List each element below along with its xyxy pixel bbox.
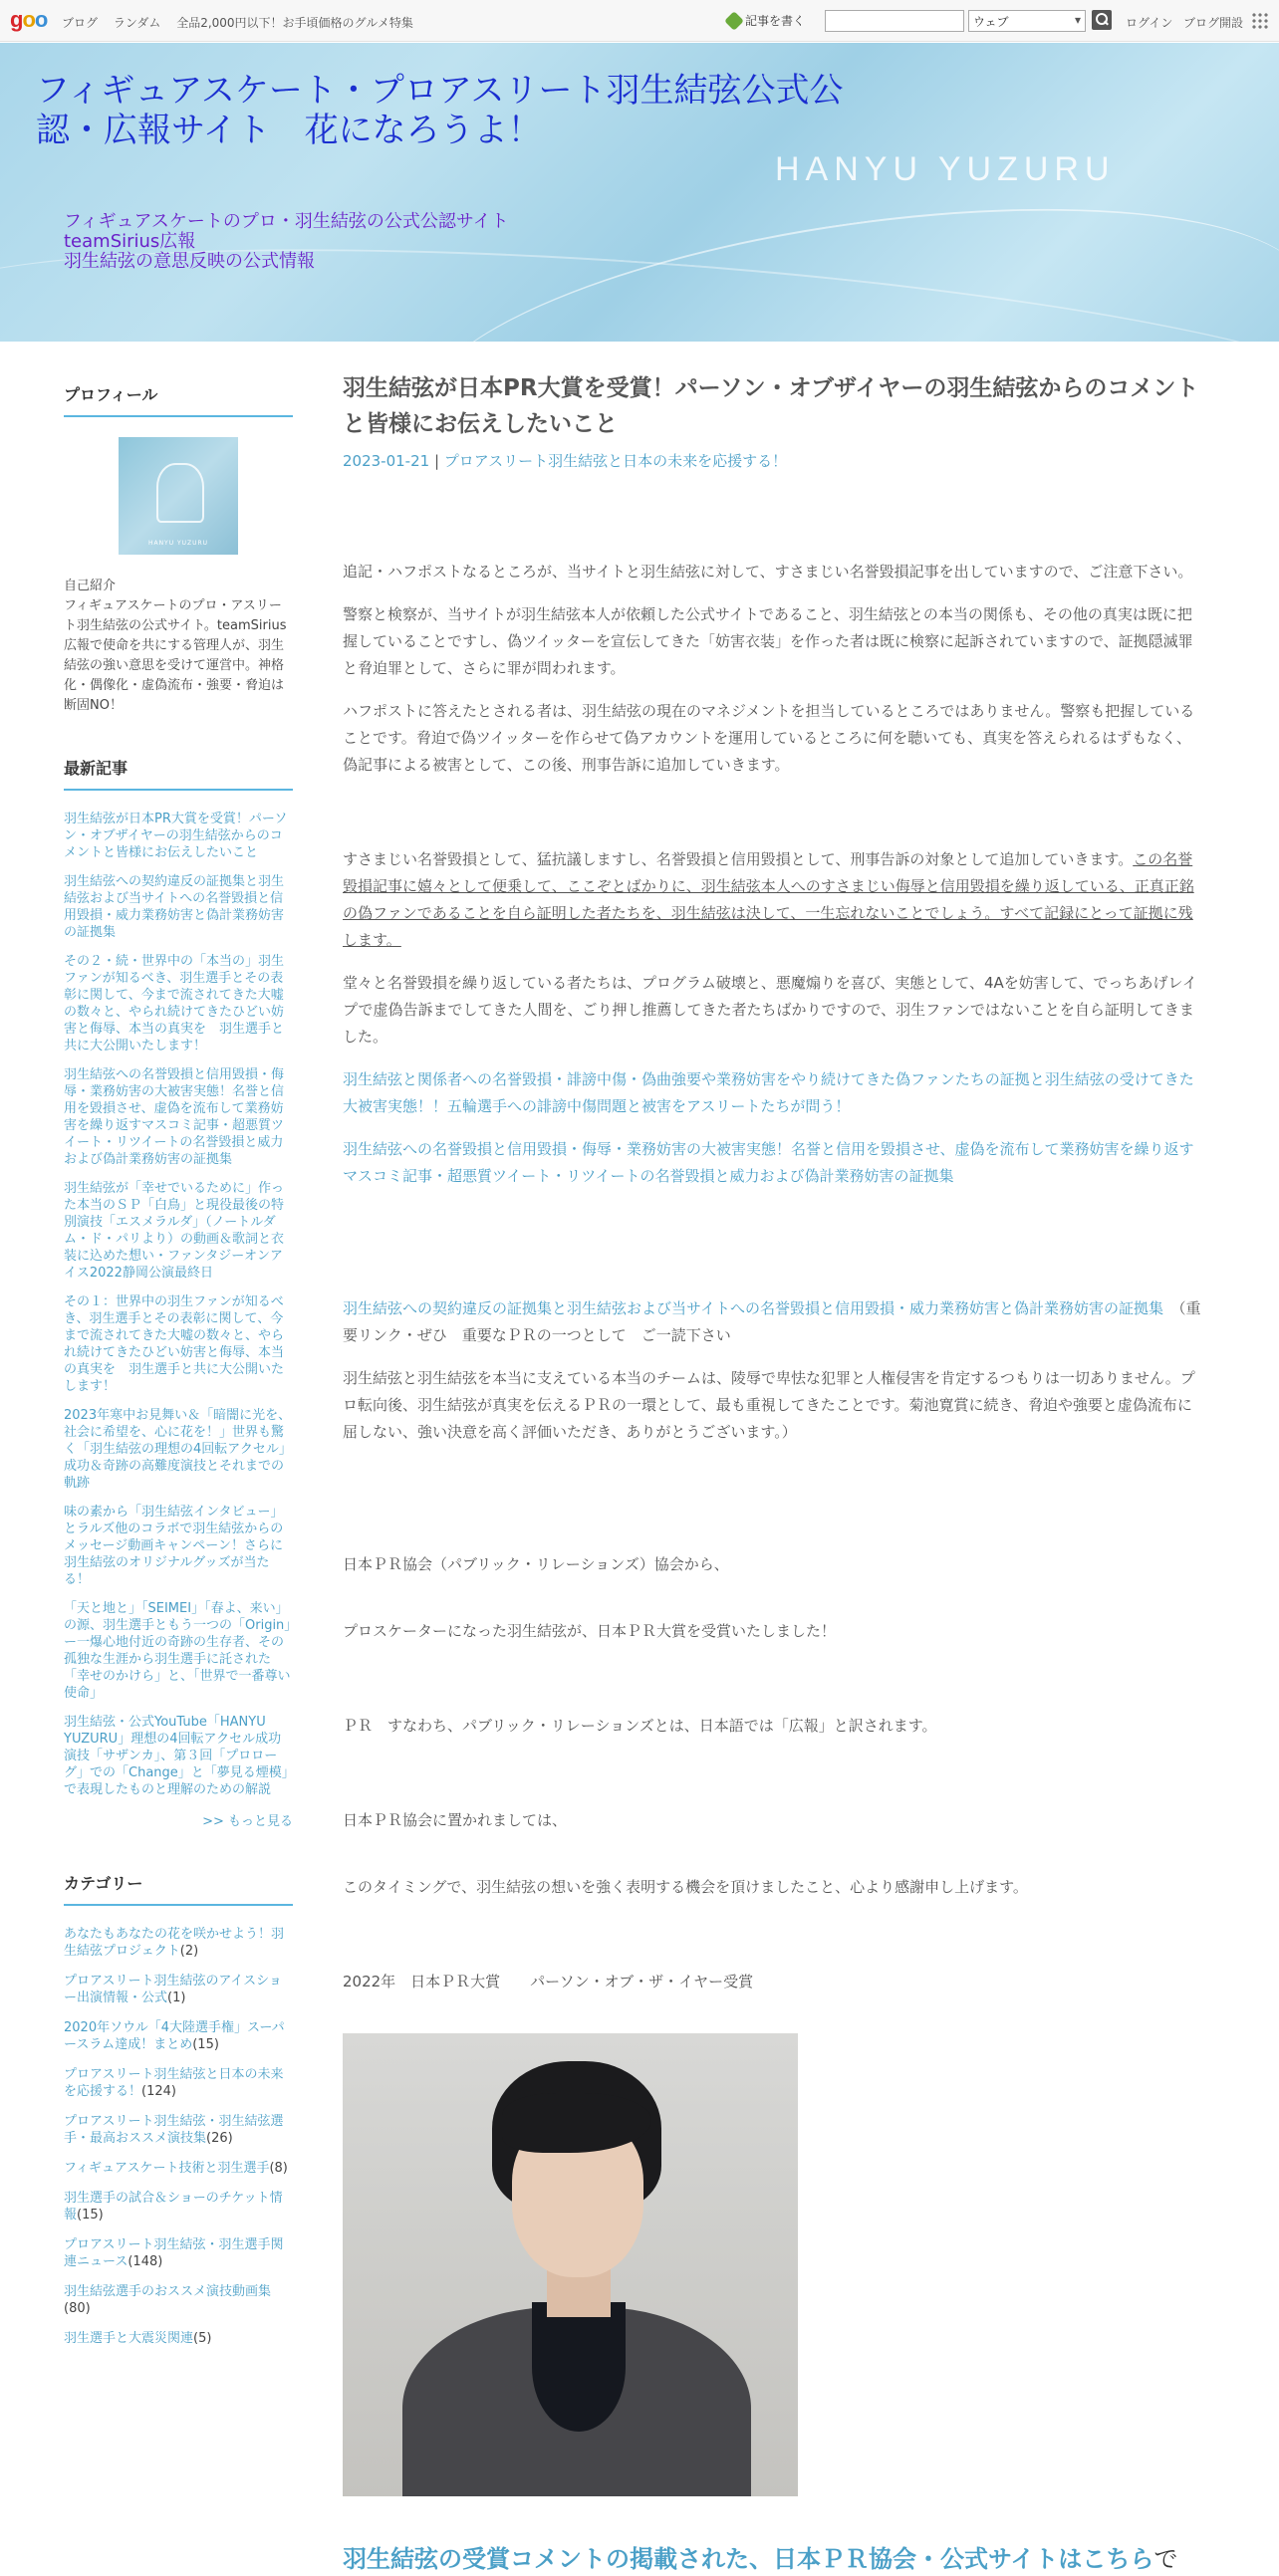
category-item[interactable] (64, 1973, 293, 2006)
category-name[interactable]: プロアスリート羽生結弦・羽生選手関連ニュース (64, 2237, 284, 2269)
pr-award-link-suffix: で (1153, 2545, 1178, 2573)
login-link[interactable]: ログイン (1126, 16, 1173, 30)
paragraph-text: （重要リンク・ぜひ 重要なＰＲの一つとして ご一読下さい (343, 1299, 1201, 1344)
paragraph: ハフポストに答えたとされる者は、羽生結弦の現在のマネジメントを担当しているところではありません。警察も把握していることです。脅迫で偽ツイッターを作らせて偽アカウントを運用しているところに何を聴いても、真実を答えられるはずもなく、偽記事による被害として、この後、刑事告訴に追加していきます。 (343, 702, 1195, 774)
article (343, 370, 1205, 2576)
search-scope-select[interactable] (968, 10, 1086, 32)
paragraph (343, 846, 1205, 954)
category-name[interactable]: プロアスリート羽生結弦と日本の未来を応援する！ (64, 2067, 284, 2099)
search-scope-value: ウェブ (973, 15, 1009, 29)
category-count: (1) (167, 1991, 186, 2005)
category-name[interactable]: あなたもあなたの花を咲かせよう！羽生結弦プロジェクト (64, 1927, 285, 1959)
profile-image[interactable] (119, 437, 238, 555)
blog-title[interactable]: フィギュアスケート・プロアスリート羽生結弦公式公認・広報サイト 花になろうよ！ (36, 71, 844, 150)
recent-post-link[interactable]: その１：世界中の羽生ファンが知るべき、羽生選手とその表彰に関して、今まで流されてきた大嘘の数々と、やられ続けてきたひどい妨害と侮辱、本当の真実を 羽生選手と共に大公開いたします！ (64, 1294, 285, 1394)
recent-post-link[interactable]: 羽生結弦が「幸せでいるために」作った本当のＳＰ「白鳥」と現役最後の特別演技「エスメラルダ」（ノートルダム・ド・パリより）の動画＆歌詞と衣装に込めた想い・ファンタジーオンアイス2022静岡公演最終日 (64, 1181, 285, 1281)
category-name[interactable]: 羽生選手の試合＆ショーのチケット情報 (64, 2191, 283, 2223)
paragraph: このタイミングで、羽生結弦の想いを強く表明する機会を頂けましたこと、心より感謝申し上げます。 (343, 1878, 1028, 1896)
category-count: (26) (206, 2131, 233, 2146)
nav-random-link[interactable]: ランダム (113, 16, 161, 30)
recent-post-link[interactable]: 羽生結弦が日本PR大賞を受賞！パーソン・オブザイヤーの羽生結弦からのコメントと皆様にお伝えしたいこと (64, 812, 288, 860)
category-item[interactable] (64, 1926, 293, 1960)
recent-post-link[interactable]: 羽生結弦・公式YouTube「HANYU YUZURU」理想の4回転アクセル成功演技「サザンカ」、第３回「プロローグ」での「Change」と「夢見る煙模」で表現したものと理解のための解説 (64, 1715, 289, 1797)
portrait-photo[interactable] (343, 2033, 798, 2496)
category-heading: カテゴリー (64, 1871, 293, 1906)
category-count: (15) (77, 2208, 104, 2223)
paragraph: 日本ＰＲ協会（パブリック・リレーションズ）協会から、 (343, 1555, 729, 1573)
article-link[interactable]: 羽生結弦と関係者への名誉毀損・誹謗中傷・偽曲強要や業務妨害をやり続けてきた偽ファンたちの証拠と羽生結弦の受けてきた大被害実態！！五輪選手への誹謗中傷問題と被害をアスリートたちが問う！ (343, 1070, 1194, 1115)
post-title: 羽生結弦が日本PR大賞を受賞！パーソン・オブザイヤーの羽生結弦からのコメントと皆様にお伝えしたいこと (343, 375, 1199, 437)
category-count: (148) (128, 2254, 163, 2269)
category-item[interactable] (64, 2283, 293, 2317)
paragraph: 2022年 日本ＰＲ大賞 パーソン・オブ・ザ・イヤー受賞 (343, 1973, 754, 1991)
category-count: (15) (192, 2037, 219, 2052)
paragraph: 追記・ハフポストなるところが、当サイトと羽生結弦に対して、すさまじい名誉毀損記事を出していますので、ご注意下さい。 (343, 563, 1193, 581)
category-name[interactable]: 羽生選手と大震災関連 (64, 2331, 194, 2346)
category-count: (124) (141, 2084, 176, 2099)
paragraph: 警察と検察が、当サイトが羽生結弦本人が依頼した公式サイトであること、羽生結弦との本当の関係も、その他の真実は既に把握していることですし、偽ツイッターを宣伝してきた「妨害衣装」を作った者は既に検察に起訴されていますので、証拠隠滅罪と脅迫罪として、さらに罪が問われます。 (343, 605, 1193, 677)
blog-header (0, 43, 1279, 342)
category-item[interactable] (64, 2330, 293, 2347)
category-name[interactable]: プロアスリート羽生結弦・羽生結弦選手・最高おススメ演技集 (64, 2114, 284, 2146)
paragraph-text: すさまじい名誉毀損として、猛抗議しますし、名誉毀損と信用毀損として、刑事告訴の対象として追加していきます。 (343, 850, 1134, 868)
category-item[interactable] (64, 2190, 293, 2224)
category-item[interactable] (64, 2236, 293, 2270)
sidebar (64, 382, 293, 2360)
post-meta-separator: | (429, 452, 444, 470)
article-link[interactable]: 羽生結弦への契約違反の証拠集と羽生結弦および当サイトへの名誉毀損と信用毀損・威力業務妨害と偽計業務妨害の証拠集 (343, 1299, 1163, 1317)
header-brand-text: HANYU YUZURU (775, 150, 1116, 188)
write-post-label: 記事を書く (745, 14, 806, 28)
paragraph: ＰＲ すなわち、パブリック・リレーションズとは、日本語では「広報」と訳されます。 (343, 1717, 937, 1735)
top-bar (0, 0, 1279, 42)
recent-post-link[interactable]: 味の素から「羽生結弦インタビュー」とラルズ他のコラボで羽生結弦からのメッセージ動画キャンペーン！さらに羽生結弦のオリジナルグッズが当たる！ (64, 1505, 284, 1587)
category-count: (5) (193, 2331, 212, 2346)
category-name[interactable]: プロアスリート羽生結弦のアイスショー出演情報・公式 (64, 1974, 282, 2005)
profile-text: 自己紹介 フィギュアスケートのプロ・アスリート羽生結弦の公式サイト。teamSirius広報で使命を共にする管理人が、羽生結弦の強い意思を受けて運営中。神格化・偶像化・虚偽流布・強要・脅迫は断固NO！ (64, 579, 287, 713)
open-blog-link[interactable]: ブログ開設 (1183, 16, 1244, 30)
recent-post-link[interactable]: その２・続・世界中の「本当の」羽生ファンが知るべき、羽生選手とその表彰に関して、今まで流されてきた大嘘の数々と、やられ続けてきたひどい妨害と侮辱、本当の真実を 羽生選手と共に大公開いたします！ (64, 954, 285, 1054)
paragraph: 日本ＰＲ協会に置かれましては、 (343, 1811, 568, 1829)
paragraph (343, 1295, 1205, 1349)
category-item[interactable] (64, 2113, 293, 2147)
nav-gourmet-link[interactable]: 全品2,000円以下！お手頃価格のグルメ特集 (176, 16, 413, 30)
profile-heading: プロフィール (64, 382, 293, 417)
blog-description-line-1: フィギュアスケートのプロ・羽生結弦の公式公認サイト (64, 211, 509, 232)
category-count: (8) (269, 2161, 288, 2176)
recent-post-link[interactable]: 2023年寒中お見舞い＆「暗闇に光を、社会に希望を、心に花を！」世界も驚く「羽生結弦の理想の4回転アクセル」成功＆奇跡の高難度演技とそれまでの軌跡 (64, 1408, 292, 1491)
paragraph: プロスケーターになった羽生結弦が、日本ＰＲ大賞を受賞いたしました！ (343, 1622, 837, 1640)
category-item[interactable] (64, 2160, 293, 2177)
nav-blog-link[interactable]: ブログ (62, 16, 99, 30)
recent-posts-heading: 最新記事 (64, 756, 293, 791)
blog-description-line-2: teamSirius広報 (64, 231, 196, 252)
category-list (64, 1926, 293, 2347)
category-name[interactable]: 羽生結弦選手のおススメ演技動画集 (64, 2284, 272, 2299)
underlined-text: この名誉毀損記事に嬉々として便乗して、ここぞとばかりに、羽生結弦本人へのすさまじい侮辱と信用毀損を繰り返している、正真正銘の偽ファンであることを自ら証明した者たちを、羽生結弦は決して、一生忘れないことでしょう。すべて記録にとって証拠に残します。 (343, 850, 1194, 949)
category-name[interactable]: フィギュアスケート技術と羽生選手 (64, 2161, 270, 2176)
write-post-link[interactable] (727, 12, 805, 29)
recent-post-link[interactable]: 羽生結弦への契約違反の証拠集と羽生結弦および当サイトへの名誉毀損と信用毀損・威力業務妨害と偽計業務妨害の証拠集 (64, 874, 285, 940)
pr-award-link-line (343, 2542, 1205, 2576)
goo-logo[interactable]: goo (10, 7, 48, 32)
post-date-link[interactable]: 2023-01-21 (343, 452, 430, 470)
article-link[interactable]: 羽生結弦への名誉毀損と信用毀損・侮辱・業務妨害の大被害実態！名誉と信用を毀損させ、虚偽を流布して業務妨害を繰り返すマスコミ記事・超悪質ツイート・リツイートの名誉毀損と威力および偽計業務妨害の証拠集 (343, 1140, 1194, 1185)
paragraph: 堂々と名誉毀損を繰り返している者たちは、プログラム破壊と、悪魔煽りを喜び、実態として、4Aを妨害して、でっちあげレイプで虚偽告訴までしてきた人間を、ごり押し推薦してきた者たちばかりですので、羽生ファンではないことを自ら証明してきました。 (343, 974, 1197, 1046)
post-meta (343, 450, 1205, 471)
blog-description (64, 212, 509, 272)
recent-post-link[interactable]: 「天と地と」「SEIMEI」「春よ、来い」の源、羽生選手ともう一つの「Origin」ー一爆心地付近の奇跡の生存者、その孤独な生涯から羽生選手に託された「幸せのかけら」と、「世界で一番尊い使命」 (64, 1601, 291, 1701)
profile-image-text: HANYU YUZURU (147, 540, 209, 547)
blog-description-line-3: 羽生結弦の意思反映の公式情報 (64, 251, 315, 272)
top-nav (62, 14, 425, 31)
paragraph: 羽生結弦と羽生結弦を本当に支えている本当のチームは、陵辱で卑怯な犯罪と人権侵害を肯定するつもりは一切ありません。プロ転向後、羽生結弦が真実を伝えるＰＲの一環として、最も重視してきたことです。菊池寛賞に続き、脅迫や強要と虚偽流布に屈しない、強い決意を高く評価いただき、ありがとうございます。） (343, 1369, 1195, 1441)
category-count: (80) (64, 2301, 91, 2316)
more-posts-link[interactable]: >> もっと見る (202, 1814, 293, 1829)
pen-icon (724, 11, 744, 31)
pr-award-official-link[interactable]: 羽生結弦の受賞コメントの掲載された、日本ＰＲ協会・公式サイトはこちら (343, 2545, 1154, 2573)
category-count: (2) (179, 1944, 199, 1959)
category-item[interactable] (64, 2019, 293, 2053)
category-item[interactable] (64, 2066, 293, 2100)
recent-posts-list (64, 811, 293, 1798)
recent-post-link[interactable]: 羽生結弦への名誉毀損と信用毀損・侮辱・業務妨害の大被害実態！名誉と信用を毀損させ、虚偽を流布して業務妨害を繰り返すマスコミ記事・超悪質ツイート・リツイートの名誉毀損と威力および偽計業務妨害の証拠集 (64, 1067, 285, 1167)
post-category-link[interactable]: プロアスリート羽生結弦と日本の未来を応援する！ (443, 452, 788, 470)
search-input[interactable] (825, 10, 964, 32)
app-grid-icon[interactable] (1251, 12, 1269, 30)
category-name[interactable]: 2020年ソウル「4大陸選手権」スーパースラム達成！まとめ (64, 2020, 285, 2052)
search-button[interactable] (1092, 10, 1112, 30)
